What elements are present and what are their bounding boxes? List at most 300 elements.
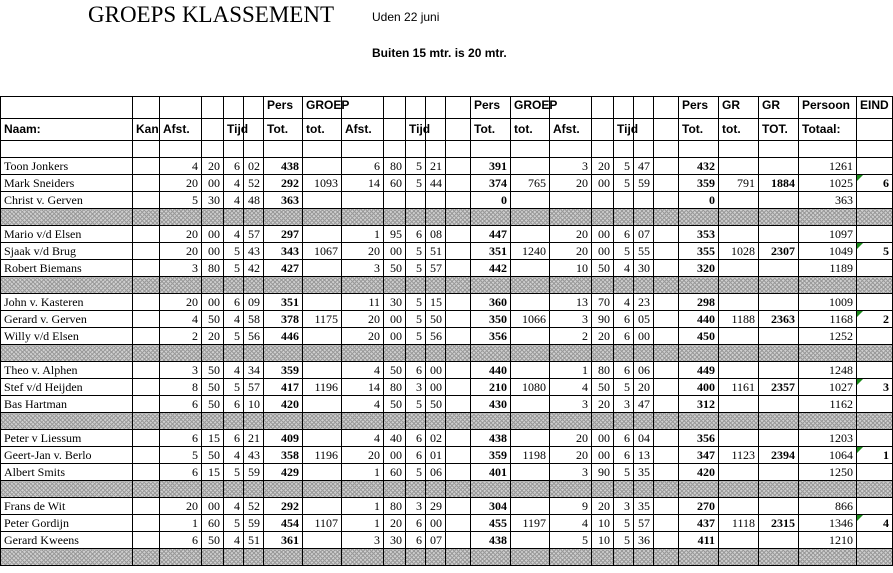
table-cell: 351: [471, 243, 511, 260]
table-cell: [511, 226, 550, 243]
separator-cell: [446, 413, 471, 430]
table-cell: 30: [384, 294, 406, 311]
table-cell: 6: [224, 294, 244, 311]
table-cell: 1064: [799, 447, 857, 464]
table-cell: 1: [160, 515, 202, 532]
header-cell: Afst.: [550, 119, 592, 141]
table-cell: 449: [679, 362, 719, 379]
header-cell: [406, 97, 426, 119]
table-cell: 50: [384, 260, 406, 277]
separator-cell: [264, 549, 303, 566]
standings-table: [0, 96, 893, 566]
table-row: [1, 447, 893, 464]
separator-cell: [446, 345, 471, 362]
header-cell: Tijd: [614, 119, 634, 141]
separator-cell: [202, 481, 224, 498]
table-cell: [857, 464, 893, 481]
table-cell: 4: [160, 311, 202, 328]
table-cell: 791: [719, 175, 759, 192]
table-cell: 58: [244, 311, 264, 328]
table-cell: 50: [592, 260, 614, 277]
table-cell: 351: [264, 294, 303, 311]
table-cell: 4: [224, 362, 244, 379]
table-cell: 1188: [719, 311, 759, 328]
table-cell: [511, 464, 550, 481]
table-cell: 1884: [759, 175, 799, 192]
table-cell: 20: [592, 498, 614, 515]
table-cell: 11: [342, 294, 384, 311]
table-cell: 6: [160, 464, 202, 481]
table-cell: 50: [202, 362, 224, 379]
table-cell: [303, 294, 342, 311]
header-cell: [133, 97, 160, 119]
separator-cell: [759, 277, 799, 294]
table-cell: 1: [342, 498, 384, 515]
table-cell: 20: [634, 379, 654, 396]
empty-cell: [614, 141, 634, 158]
table-cell: [446, 311, 471, 328]
table-cell: 353: [679, 226, 719, 243]
table-cell: 5: [160, 447, 202, 464]
table-cell: 2363: [759, 311, 799, 328]
table-cell: 292: [264, 498, 303, 515]
table-cell: [592, 192, 614, 209]
table-cell: 57: [244, 379, 264, 396]
separator-cell: [224, 209, 244, 226]
event-date: Uden 22 juni: [372, 10, 440, 24]
table-cell: 437: [679, 515, 719, 532]
table-cell: 6: [406, 515, 426, 532]
table-cell: [759, 192, 799, 209]
separator-cell: [342, 549, 384, 566]
separator-cell: [406, 277, 426, 294]
table-cell: [133, 498, 160, 515]
table-row: [1, 362, 893, 379]
table-cell: 5: [614, 158, 634, 175]
separator-cell: [654, 209, 679, 226]
table-cell: [446, 447, 471, 464]
header-cell: GR: [759, 97, 799, 119]
empty-cell: [654, 141, 679, 158]
separator-cell: [654, 549, 679, 566]
table-cell: [446, 532, 471, 549]
table-cell: 15: [426, 294, 446, 311]
separator-cell: [160, 277, 202, 294]
table-cell: 20: [160, 175, 202, 192]
player-name-cell: Bas Hartman: [1, 396, 133, 413]
table-cell: 50: [384, 396, 406, 413]
separator-cell: [550, 413, 592, 430]
table-cell: [511, 260, 550, 277]
player-name-cell: Robert Biemans: [1, 260, 133, 277]
table-cell: [446, 192, 471, 209]
table-cell: 47: [634, 158, 654, 175]
separator-cell: [471, 277, 511, 294]
table-cell: 5: [160, 192, 202, 209]
table-cell: [303, 532, 342, 549]
table-cell: [759, 396, 799, 413]
table-cell: 4: [550, 379, 592, 396]
table-cell: 00: [426, 379, 446, 396]
table-cell: 3: [160, 260, 202, 277]
table-cell: 6: [406, 362, 426, 379]
table-cell: [759, 362, 799, 379]
header-cell: [244, 97, 264, 119]
table-cell: [511, 532, 550, 549]
table-cell: 1066: [511, 311, 550, 328]
table-cell: 00: [592, 226, 614, 243]
table-cell: 356: [679, 430, 719, 447]
table-cell: 50: [202, 396, 224, 413]
separator-cell: [799, 413, 857, 430]
table-cell: 358: [264, 447, 303, 464]
separator-cell: [384, 549, 406, 566]
table-cell: 10: [592, 515, 614, 532]
table-cell: 50: [384, 362, 406, 379]
table-cell: 6: [857, 175, 893, 192]
table-cell: 3: [342, 532, 384, 549]
table-cell: [857, 532, 893, 549]
table-cell: 80: [384, 158, 406, 175]
separator-cell: [550, 209, 592, 226]
table-cell: 5: [224, 379, 244, 396]
table-cell: 2: [160, 328, 202, 345]
table-cell: 409: [264, 430, 303, 447]
table-cell: 00: [384, 243, 406, 260]
table-cell: 446: [264, 328, 303, 345]
table-cell: 359: [471, 447, 511, 464]
table-cell: 57: [244, 226, 264, 243]
empty-cell: [342, 141, 384, 158]
separator-cell: [202, 277, 224, 294]
table-cell: 43: [244, 447, 264, 464]
separator-cell: [303, 345, 342, 362]
table-cell: [719, 158, 759, 175]
table-cell: 00: [202, 294, 224, 311]
table-cell: 1196: [303, 447, 342, 464]
header-cell: Tijd: [406, 119, 426, 141]
table-cell: 4: [550, 515, 592, 532]
table-cell: 35: [634, 464, 654, 481]
empty-cell: [202, 141, 224, 158]
table-cell: [654, 260, 679, 277]
table-cell: [133, 328, 160, 345]
table-cell: 20: [384, 515, 406, 532]
table-cell: 30: [202, 192, 224, 209]
table-cell: 08: [426, 226, 446, 243]
table-cell: [759, 532, 799, 549]
table-cell: 1210: [799, 532, 857, 549]
table-cell: 13: [550, 294, 592, 311]
table-cell: 360: [471, 294, 511, 311]
table-row: [1, 396, 893, 413]
table-cell: 1118: [719, 515, 759, 532]
table-cell: 07: [426, 532, 446, 549]
table-cell: 10: [244, 396, 264, 413]
table-cell: [719, 294, 759, 311]
separator-cell: [799, 345, 857, 362]
table-cell: 20: [550, 175, 592, 192]
table-cell: 60: [384, 175, 406, 192]
table-cell: 420: [264, 396, 303, 413]
table-row: [1, 328, 893, 345]
table-cell: 43: [244, 243, 264, 260]
table-cell: [446, 430, 471, 447]
separator-cell: [679, 413, 719, 430]
separator-cell: [654, 277, 679, 294]
table-cell: 4: [614, 260, 634, 277]
table-cell: 00: [202, 243, 224, 260]
table-cell: 391: [471, 158, 511, 175]
table-cell: 5: [406, 158, 426, 175]
separator-cell: [550, 277, 592, 294]
table-cell: [719, 430, 759, 447]
separator-cell: [550, 345, 592, 362]
separator-cell: [759, 345, 799, 362]
table-cell: 90: [592, 464, 614, 481]
separator-cell: [133, 345, 160, 362]
separator-cell: [679, 549, 719, 566]
table-cell: 5: [614, 464, 634, 481]
separator-cell: [384, 413, 406, 430]
separator-cell: [759, 209, 799, 226]
table-cell: [759, 226, 799, 243]
separator-cell: [511, 549, 550, 566]
separator-cell: [160, 345, 202, 362]
page-title: GROEPS KLASSEMENT: [88, 2, 335, 27]
table-cell: 5: [406, 243, 426, 260]
table-cell: 5: [614, 379, 634, 396]
table-row: [1, 379, 893, 396]
separator-cell: [426, 277, 446, 294]
table-cell: 401: [471, 464, 511, 481]
table-cell: 21: [244, 430, 264, 447]
header-cell: Afst.: [342, 119, 384, 141]
header-cell: Afst.: [160, 119, 202, 141]
table-cell: 56: [244, 328, 264, 345]
separator-cell: [719, 549, 759, 566]
table-cell: 05: [634, 311, 654, 328]
table-cell: 6: [406, 430, 426, 447]
separator-cell: [244, 549, 264, 566]
table-cell: 5: [550, 532, 592, 549]
player-name-cell: Mark Sneiders: [1, 175, 133, 192]
table-cell: 44: [426, 175, 446, 192]
table-cell: 1123: [719, 447, 759, 464]
header-cell: Totaal:: [799, 119, 857, 141]
group-separator: [1, 209, 893, 226]
header-cell: [654, 119, 679, 141]
table-cell: 1261: [799, 158, 857, 175]
table-cell: 4: [224, 311, 244, 328]
table-cell: 5: [614, 515, 634, 532]
table-cell: [511, 396, 550, 413]
table-cell: 20: [550, 243, 592, 260]
table-cell: 59: [244, 464, 264, 481]
table-cell: 1346: [799, 515, 857, 532]
table-cell: 06: [426, 464, 446, 481]
table-cell: 5: [614, 532, 634, 549]
table-cell: 6: [224, 396, 244, 413]
table-cell: 3: [857, 379, 893, 396]
separator-cell: [446, 549, 471, 566]
empty-cell: [1, 141, 133, 158]
table-cell: 1: [550, 362, 592, 379]
table-cell: [857, 158, 893, 175]
separator-cell: [342, 277, 384, 294]
table-cell: 6: [342, 158, 384, 175]
table-cell: 20: [592, 328, 614, 345]
header-cell: [426, 97, 446, 119]
table-cell: 9: [550, 498, 592, 515]
separator-cell: [614, 209, 634, 226]
table-cell: 3: [342, 260, 384, 277]
table-cell: 6: [160, 396, 202, 413]
table-cell: 1240: [511, 243, 550, 260]
header-cell: [446, 119, 471, 141]
table-cell: 3: [614, 498, 634, 515]
table-cell: 5: [406, 328, 426, 345]
separator-cell: [160, 413, 202, 430]
table-cell: 00: [202, 498, 224, 515]
table-cell: 5: [224, 328, 244, 345]
separator-cell: [634, 481, 654, 498]
table-cell: 13: [634, 447, 654, 464]
table-cell: 20: [160, 226, 202, 243]
separator-cell: [634, 549, 654, 566]
table-cell: 447: [471, 226, 511, 243]
separator-cell: [592, 345, 614, 362]
player-name-cell: Mario v/d Elsen: [1, 226, 133, 243]
separator-cell: [133, 413, 160, 430]
header-cell: Pers: [264, 97, 303, 119]
header-cell: [634, 97, 654, 119]
table-cell: 350: [471, 311, 511, 328]
table-cell: [303, 158, 342, 175]
group-separator: [1, 481, 893, 498]
table-cell: [406, 192, 426, 209]
table-cell: 29: [426, 498, 446, 515]
separator-cell: [426, 413, 446, 430]
header-cell: Pers: [471, 97, 511, 119]
table-cell: 50: [426, 311, 446, 328]
player-name-cell: Gerard v. Gerven: [1, 311, 133, 328]
table-cell: [133, 158, 160, 175]
separator-cell: [799, 481, 857, 498]
table-cell: 3: [550, 311, 592, 328]
table-cell: [303, 396, 342, 413]
table-cell: 02: [426, 430, 446, 447]
table-cell: [511, 498, 550, 515]
table-cell: [303, 430, 342, 447]
separator-cell: [160, 481, 202, 498]
table-cell: 866: [799, 498, 857, 515]
table-cell: 3: [406, 379, 426, 396]
table-cell: 60: [202, 515, 224, 532]
table-cell: 270: [679, 498, 719, 515]
separator-cell: [224, 481, 244, 498]
table-cell: 420: [679, 464, 719, 481]
header-cell: [446, 97, 471, 119]
table-cell: 80: [384, 498, 406, 515]
table-cell: 6: [224, 158, 244, 175]
table-cell: 312: [679, 396, 719, 413]
table-cell: [654, 243, 679, 260]
separator-cell: [654, 481, 679, 498]
player-name-cell: Toon Jonkers: [1, 158, 133, 175]
table-cell: 429: [264, 464, 303, 481]
table-cell: 1197: [511, 515, 550, 532]
table-cell: 80: [592, 362, 614, 379]
table-cell: 1049: [799, 243, 857, 260]
table-cell: [133, 243, 160, 260]
table-cell: 4: [224, 532, 244, 549]
table-cell: 4: [857, 515, 893, 532]
table-cell: 347: [679, 447, 719, 464]
table-cell: [511, 430, 550, 447]
table-cell: [614, 192, 634, 209]
header-cell: [224, 97, 244, 119]
header-cell: TOT.: [759, 119, 799, 141]
table-cell: 21: [426, 158, 446, 175]
table-row: [1, 532, 893, 549]
separator-cell: [264, 277, 303, 294]
empty-cell: [511, 141, 550, 158]
header1-row: [1, 97, 893, 119]
table-cell: [511, 328, 550, 345]
table-cell: [759, 260, 799, 277]
table-cell: 432: [679, 158, 719, 175]
table-cell: [446, 294, 471, 311]
table-cell: [342, 192, 384, 209]
table-cell: 0: [471, 192, 511, 209]
table-cell: [759, 158, 799, 175]
table-cell: 363: [799, 192, 857, 209]
header-cell: GR: [719, 97, 759, 119]
separator-cell: [244, 413, 264, 430]
table-cell: 1168: [799, 311, 857, 328]
table-cell: [654, 311, 679, 328]
separator-cell: [592, 413, 614, 430]
header-cell: Naam:: [1, 119, 133, 141]
separator-cell: [592, 549, 614, 566]
separator-cell: [1, 209, 133, 226]
player-name-cell: Gerard Kweens: [1, 532, 133, 549]
table-row: [1, 192, 893, 209]
separator-cell: [426, 481, 446, 498]
table-cell: 20: [342, 328, 384, 345]
table-cell: 4: [224, 498, 244, 515]
table-cell: 20: [202, 158, 224, 175]
table-cell: 3: [160, 362, 202, 379]
table-cell: 36: [634, 532, 654, 549]
table-cell: [759, 498, 799, 515]
table-row: [1, 498, 893, 515]
table-cell: [654, 328, 679, 345]
table-cell: 1: [342, 226, 384, 243]
separator-cell: [244, 481, 264, 498]
separator-cell: [719, 209, 759, 226]
empty-cell: [471, 141, 511, 158]
separator-cell: [679, 345, 719, 362]
table-cell: 1198: [511, 447, 550, 464]
table-cell: 378: [264, 311, 303, 328]
table-cell: 5: [406, 294, 426, 311]
table-cell: 320: [679, 260, 719, 277]
header-cell: [857, 119, 893, 141]
header-cell: [592, 119, 614, 141]
table-cell: 5: [224, 464, 244, 481]
